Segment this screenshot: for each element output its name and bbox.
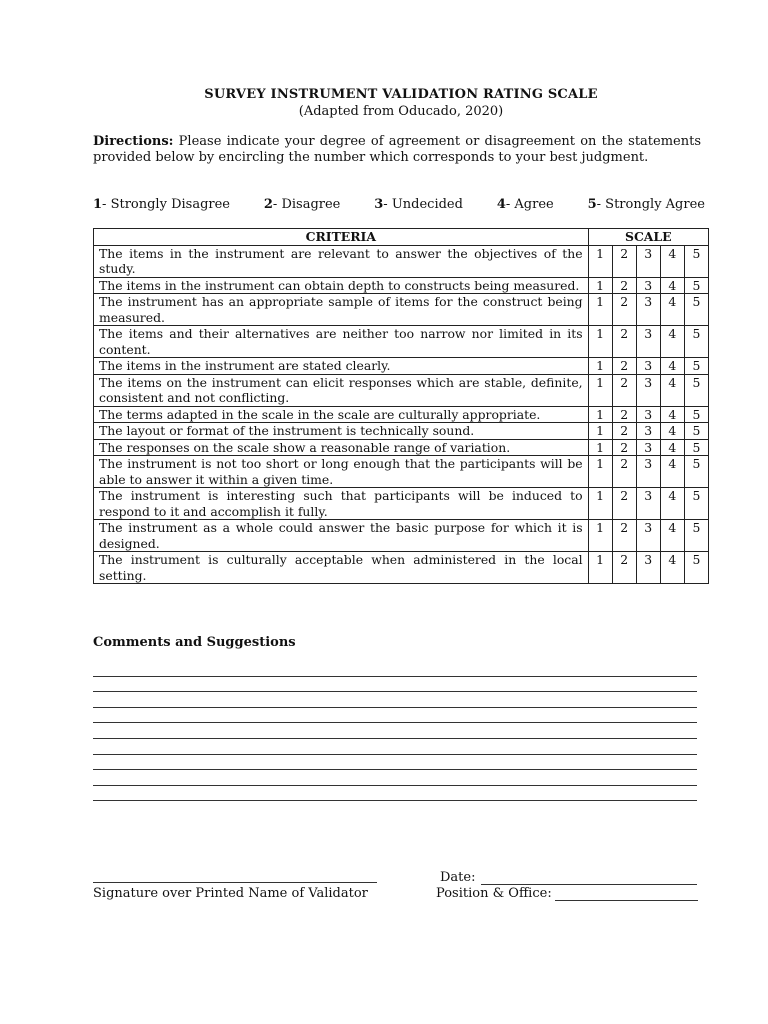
scale-option[interactable]: 5 bbox=[684, 552, 708, 584]
scale-option[interactable]: 1 bbox=[588, 423, 612, 440]
legend-label: - Agree bbox=[505, 197, 554, 212]
table-row bbox=[94, 294, 709, 326]
scale-option[interactable]: 5 bbox=[684, 326, 708, 358]
criterion-text: The instrument is interesting such that participants will be induced to respond to it and accomplish it fully. bbox=[94, 488, 589, 520]
criterion-text: The items in the instrument are relevant to answer the objectives of the study. bbox=[94, 245, 589, 277]
scale-option[interactable]: 2 bbox=[612, 245, 636, 277]
scale-option[interactable]: 5 bbox=[684, 488, 708, 520]
criterion-text: The items and their alternatives are neither too narrow nor limited in its content. bbox=[94, 326, 589, 358]
scale-option[interactable]: 3 bbox=[636, 374, 660, 406]
table-row bbox=[94, 423, 709, 440]
criterion-text: The items in the instrument are stated clearly. bbox=[94, 358, 589, 375]
scale-option[interactable]: 5 bbox=[684, 245, 708, 277]
criterion-text: The responses on the scale show a reasonable range of variation. bbox=[94, 439, 589, 456]
legend-number: 3 bbox=[374, 197, 384, 212]
criterion-text: The items in the instrument can obtain depth to constructs being measured. bbox=[94, 277, 589, 294]
comment-line[interactable] bbox=[93, 723, 697, 739]
scale-option[interactable]: 3 bbox=[636, 326, 660, 358]
scale-option[interactable]: 4 bbox=[660, 488, 684, 520]
scale-option[interactable]: 1 bbox=[588, 294, 612, 326]
directions-label: Directions: bbox=[93, 134, 174, 149]
scale-option[interactable]: 4 bbox=[660, 245, 684, 277]
scale-option[interactable]: 1 bbox=[588, 406, 612, 423]
scale-option[interactable]: 5 bbox=[684, 277, 708, 294]
scale-option[interactable]: 1 bbox=[588, 326, 612, 358]
page-title: SURVEY INSTRUMENT VALIDATION RATING SCALE bbox=[204, 87, 598, 102]
criterion-text: The instrument has an appropriate sample of items for the construct being measured. bbox=[94, 294, 589, 326]
scale-option[interactable]: 2 bbox=[612, 406, 636, 423]
legend-item bbox=[93, 197, 230, 212]
scale-option[interactable]: 1 bbox=[588, 456, 612, 488]
scale-option[interactable]: 2 bbox=[612, 374, 636, 406]
scale-option[interactable]: 1 bbox=[588, 277, 612, 294]
page-subtitle: (Adapted from Oducado, 2020) bbox=[298, 104, 504, 119]
criteria-rows bbox=[94, 245, 709, 584]
scale-option[interactable]: 4 bbox=[660, 374, 684, 406]
table-row bbox=[94, 456, 709, 488]
scale-option[interactable]: 4 bbox=[660, 520, 684, 552]
scale-option[interactable]: 1 bbox=[588, 245, 612, 277]
criterion-text: The instrument is not too short or long enough that the participants will be able to answer it within a given time. bbox=[94, 456, 589, 488]
scale-option[interactable]: 3 bbox=[636, 358, 660, 375]
scale-option[interactable]: 1 bbox=[588, 520, 612, 552]
directions-text: Please indicate your degree of agreement or disagreement on the statements provided below by encircling the number which corresponds to your best judgment. bbox=[93, 134, 701, 165]
table-header-row bbox=[94, 229, 709, 246]
scale-option[interactable]: 4 bbox=[660, 456, 684, 488]
scale-option[interactable]: 4 bbox=[660, 277, 684, 294]
comment-line[interactable] bbox=[93, 786, 697, 802]
scale-legend bbox=[93, 197, 705, 212]
scale-option[interactable]: 2 bbox=[612, 277, 636, 294]
table-row bbox=[94, 520, 709, 552]
comments-lines[interactable] bbox=[93, 661, 697, 801]
comment-line[interactable] bbox=[93, 708, 697, 724]
criteria-header: CRITERIA bbox=[94, 229, 589, 246]
comments-title: Comments and Suggestions bbox=[93, 635, 296, 650]
legend-label: - Strongly Disagree bbox=[102, 197, 230, 212]
table-row bbox=[94, 374, 709, 406]
scale-option[interactable]: 3 bbox=[636, 294, 660, 326]
scale-option[interactable]: 5 bbox=[684, 423, 708, 440]
scale-option[interactable]: 5 bbox=[684, 456, 708, 488]
criterion-text: The terms adapted in the scale in the scale are culturally appropriate. bbox=[94, 406, 589, 423]
scale-option[interactable]: 2 bbox=[612, 439, 636, 456]
scale-option[interactable]: 4 bbox=[660, 439, 684, 456]
scale-option[interactable]: 5 bbox=[684, 439, 708, 456]
scale-option[interactable]: 4 bbox=[660, 406, 684, 423]
scale-option[interactable]: 2 bbox=[612, 358, 636, 375]
scale-option[interactable]: 3 bbox=[636, 245, 660, 277]
legend-item bbox=[374, 197, 463, 212]
scale-option[interactable]: 4 bbox=[660, 423, 684, 440]
table-row bbox=[94, 552, 709, 584]
criterion-text: The instrument as a whole could answer the basic purpose for which it is designed. bbox=[94, 520, 589, 552]
scale-option[interactable]: 2 bbox=[612, 488, 636, 520]
comment-line[interactable] bbox=[93, 755, 697, 771]
legend-label: - Strongly Agree bbox=[596, 197, 705, 212]
criteria-table bbox=[93, 228, 709, 584]
legend-number: 5 bbox=[587, 197, 597, 212]
scale-header: SCALE bbox=[588, 229, 708, 246]
scale-option[interactable]: 3 bbox=[636, 488, 660, 520]
legend-number: 1 bbox=[93, 197, 103, 212]
comment-line[interactable] bbox=[93, 661, 697, 677]
table-row bbox=[94, 439, 709, 456]
comment-line[interactable] bbox=[93, 677, 697, 693]
scale-option[interactable]: 3 bbox=[636, 552, 660, 584]
position-row bbox=[436, 886, 698, 901]
scale-option[interactable]: 5 bbox=[684, 520, 708, 552]
criterion-text: The items on the instrument can elicit responses which are stable, definite, consistent and not conflicting. bbox=[94, 374, 589, 406]
scale-option[interactable]: 2 bbox=[612, 326, 636, 358]
table-row bbox=[94, 277, 709, 294]
scale-option[interactable]: 1 bbox=[588, 488, 612, 520]
criterion-text: The instrument is culturally acceptable when administered in the local setting. bbox=[94, 552, 589, 584]
scale-option[interactable]: 4 bbox=[660, 294, 684, 326]
scale-option[interactable]: 2 bbox=[612, 456, 636, 488]
table-row bbox=[94, 488, 709, 520]
scale-option[interactable]: 3 bbox=[636, 423, 660, 440]
scale-option[interactable]: 1 bbox=[588, 374, 612, 406]
table-row bbox=[94, 245, 709, 277]
table-row bbox=[94, 358, 709, 375]
scale-option[interactable]: 3 bbox=[636, 456, 660, 488]
signature-label: Signature over Printed Name of Validator bbox=[93, 886, 368, 901]
comment-line[interactable] bbox=[93, 692, 697, 708]
legend-item bbox=[264, 197, 341, 212]
date-label: Date: bbox=[440, 870, 476, 885]
comment-line[interactable] bbox=[93, 770, 697, 786]
legend-item bbox=[497, 197, 554, 212]
table-row bbox=[94, 326, 709, 358]
position-label: Position & Office: bbox=[436, 886, 552, 901]
legend-number: 2 bbox=[263, 197, 273, 212]
legend-label: - Disagree bbox=[272, 197, 341, 212]
legend-item bbox=[588, 197, 705, 212]
scale-option[interactable]: 2 bbox=[612, 423, 636, 440]
scale-option[interactable]: 2 bbox=[612, 294, 636, 326]
scale-option[interactable]: 5 bbox=[684, 294, 708, 326]
signature-line[interactable] bbox=[93, 882, 377, 883]
directions-paragraph bbox=[93, 134, 701, 166]
criterion-text: The layout or format of the instrument is technically sound. bbox=[94, 423, 589, 440]
scale-option[interactable]: 3 bbox=[636, 520, 660, 552]
position-field[interactable] bbox=[555, 886, 698, 901]
scale-option[interactable]: 3 bbox=[636, 277, 660, 294]
table-row bbox=[94, 406, 709, 423]
scale-option[interactable]: 4 bbox=[660, 552, 684, 584]
scale-option[interactable]: 1 bbox=[588, 552, 612, 584]
scale-option[interactable]: 3 bbox=[636, 406, 660, 423]
legend-number: 4 bbox=[496, 197, 506, 212]
scale-option[interactable]: 5 bbox=[684, 358, 708, 375]
date-row bbox=[440, 870, 697, 885]
scale-option[interactable]: 3 bbox=[636, 439, 660, 456]
scale-option[interactable]: 1 bbox=[588, 358, 612, 375]
date-field[interactable] bbox=[481, 870, 697, 885]
comment-line[interactable] bbox=[93, 739, 697, 755]
scale-option[interactable]: 4 bbox=[660, 326, 684, 358]
scale-option[interactable]: 2 bbox=[612, 552, 636, 584]
scale-option[interactable]: 2 bbox=[612, 520, 636, 552]
scale-option[interactable]: 5 bbox=[684, 374, 708, 406]
scale-option[interactable]: 1 bbox=[588, 439, 612, 456]
scale-option[interactable]: 5 bbox=[684, 406, 708, 423]
scale-option[interactable]: 4 bbox=[660, 358, 684, 375]
legend-label: - Undecided bbox=[383, 197, 463, 212]
